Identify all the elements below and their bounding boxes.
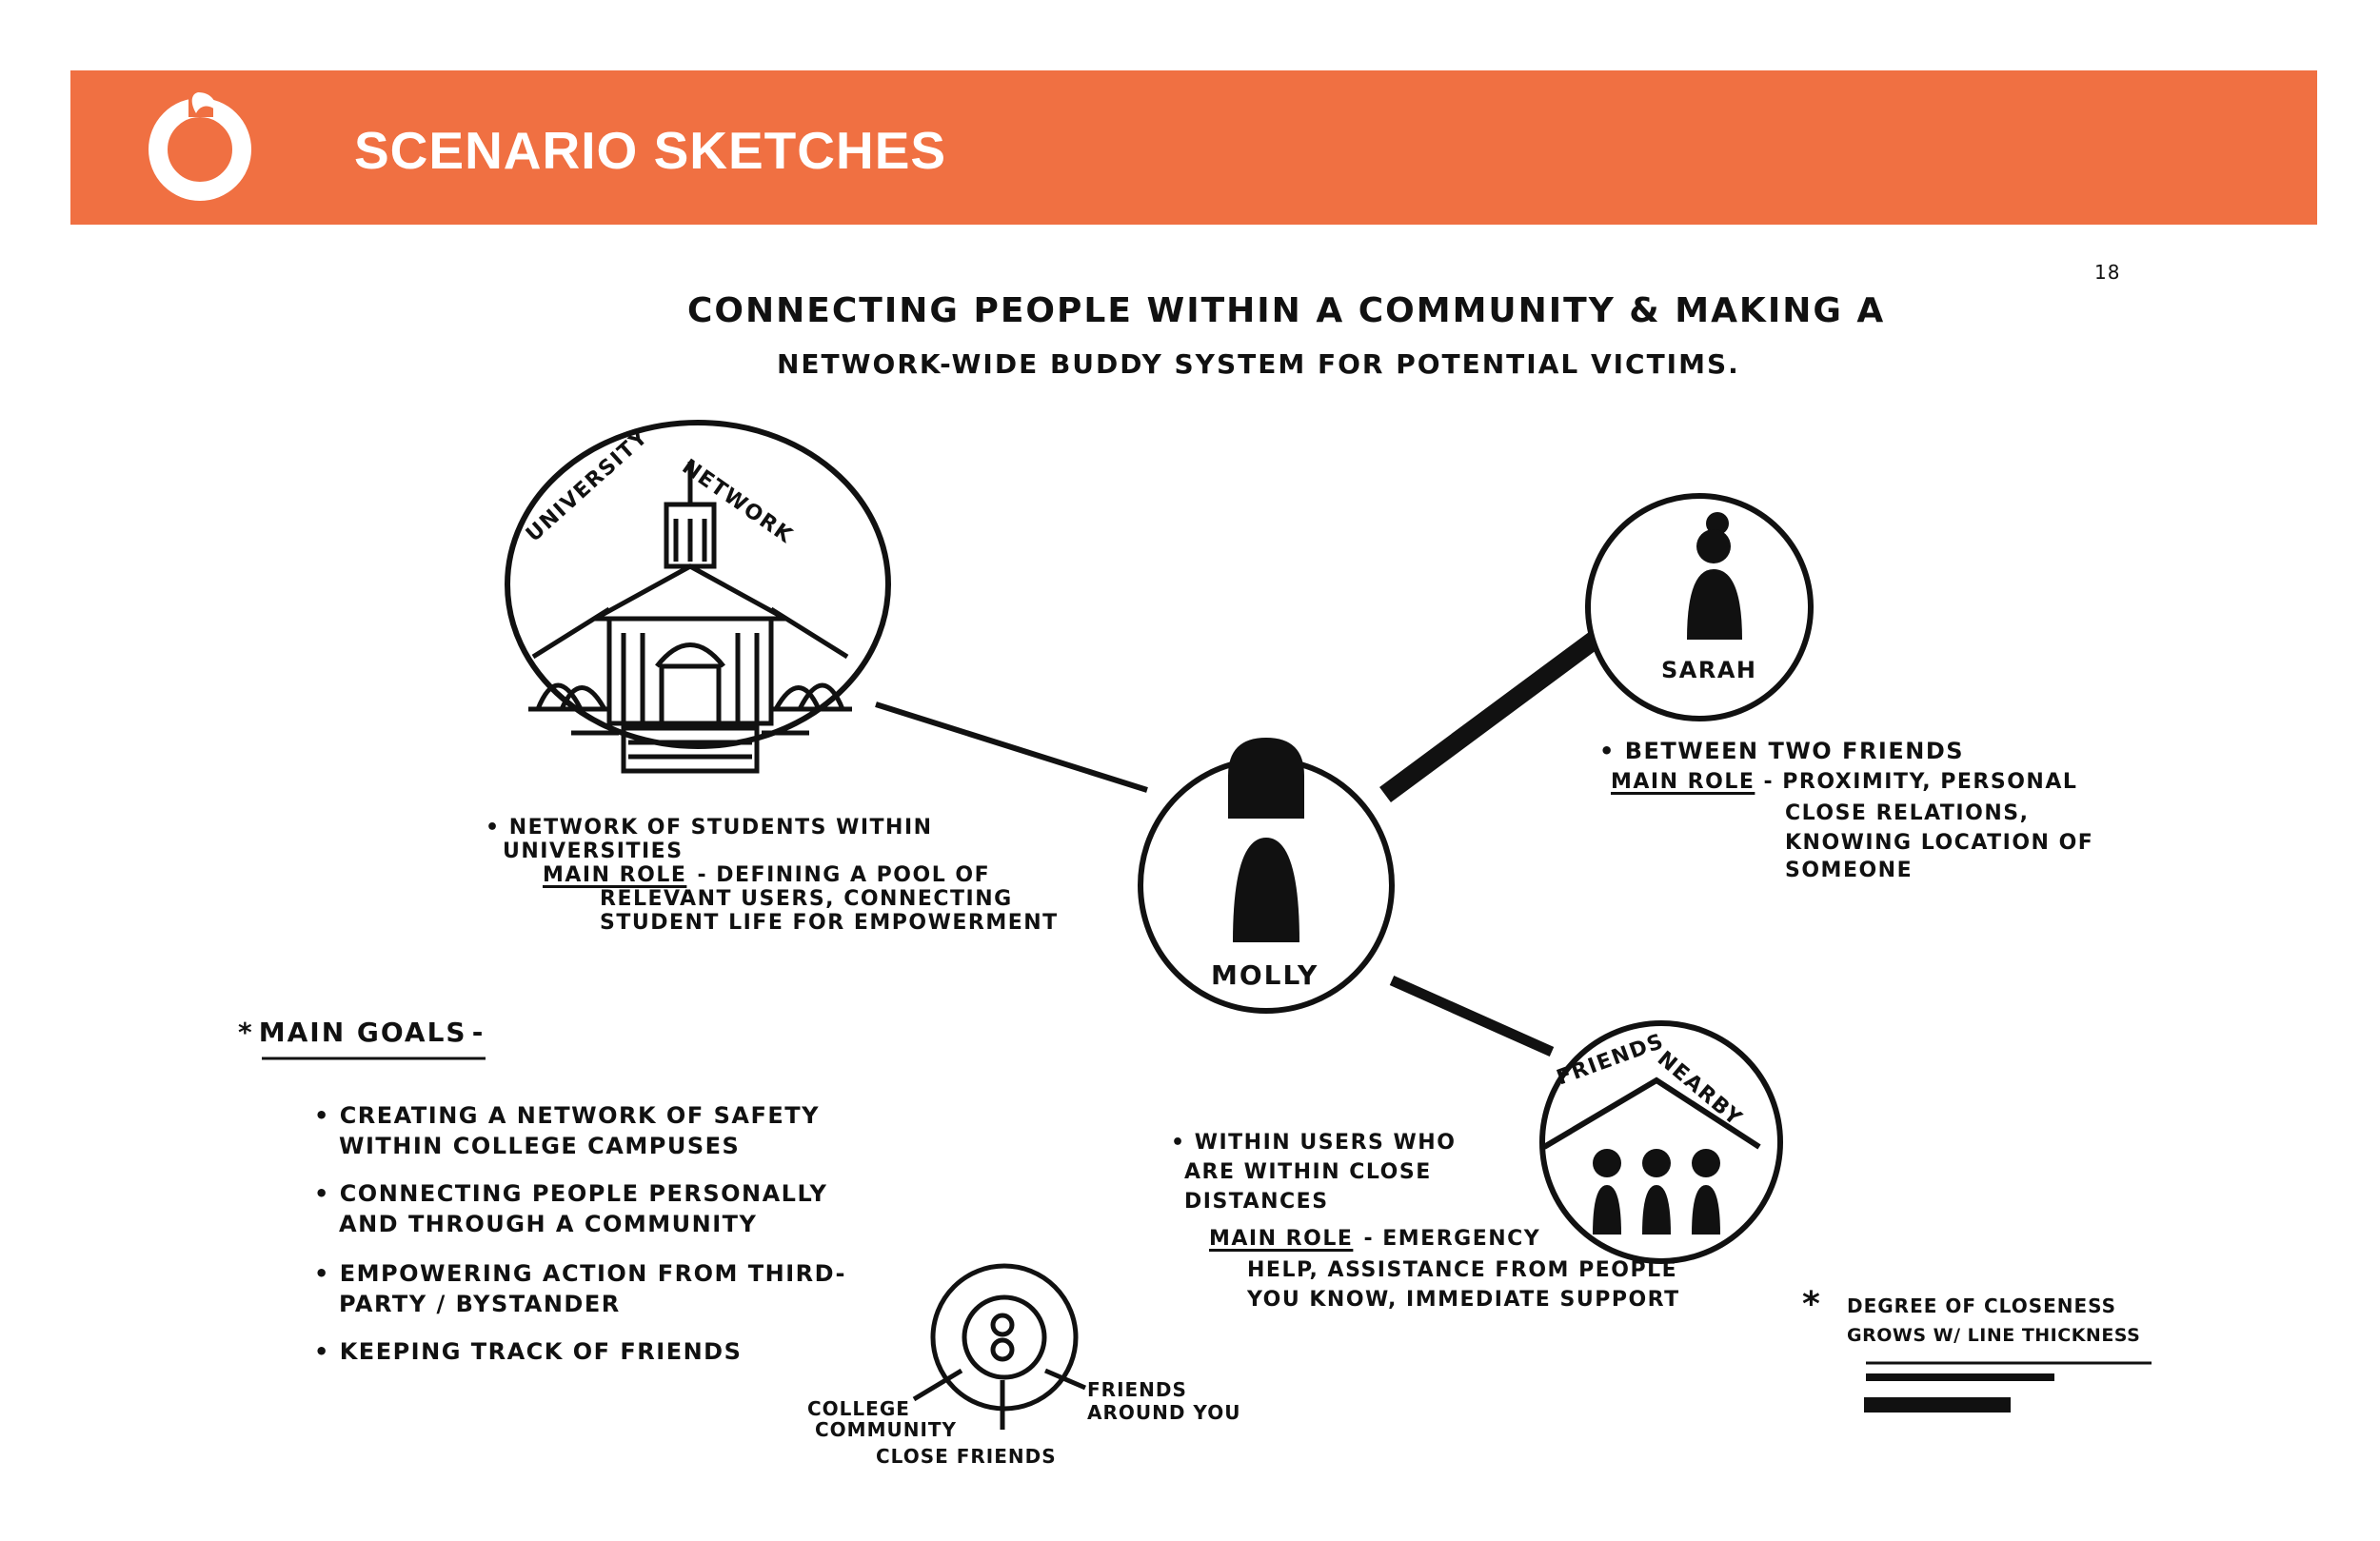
friends-bullet: • WITHIN USERS WHO xyxy=(1171,1131,1457,1155)
goal-item: • CONNECTING PEOPLE PERSONALLY AND THROUGH A COMMUNITY xyxy=(314,1180,828,1237)
close-friends-label: CLOSE FRIENDS xyxy=(876,1445,1057,1468)
university-bullet: • NETWORK OF STUDENTS WITHIN xyxy=(486,816,933,840)
molly-label: MOLLY xyxy=(1211,959,1319,991)
friends-around-label2: AROUND YOU xyxy=(1087,1401,1241,1424)
university-arc-label: UNIVERSITY xyxy=(522,425,654,547)
friends-role-text2: HELP, ASSISTANCE FROM PEOPLE xyxy=(1247,1258,1678,1282)
goal-item: • EMPOWERING ACTION FROM THIRD- PARTY / BYSTANDER xyxy=(314,1260,846,1317)
sarah-role-text4: SOMEONE xyxy=(1785,859,1914,882)
link-molly-friends xyxy=(1392,980,1552,1052)
sarah-role-label: MAIN ROLE xyxy=(1611,770,1755,794)
headline-line2: NETWORK-WIDE BUDDY SYSTEM FOR POTENTIAL VICTIMS. xyxy=(777,348,1740,380)
sarah-role-text1: - PROXIMITY, PERSONAL xyxy=(1763,770,2078,794)
university-role-text3: STUDENT LIFE FOR EMPOWERMENT xyxy=(600,911,1059,935)
friends-arc-label: FRIENDS xyxy=(1554,1029,1668,1091)
nearby-arc-label: NEARBY xyxy=(1652,1047,1747,1132)
college-label: COLLEGE xyxy=(807,1397,910,1420)
closeness-rings-icon xyxy=(914,1266,1085,1430)
university-line2: UNIVERSITIES xyxy=(503,840,684,863)
page-title: SCENARIO SKETCHES xyxy=(354,121,947,180)
closeness-star: * xyxy=(1802,1285,1822,1324)
headline-line1: CONNECTING PEOPLE WITHIN A COMMUNITY & MAKING A xyxy=(687,291,1886,330)
goal-item: • KEEPING TRACK OF FRIENDS xyxy=(314,1338,743,1365)
university-role-label: MAIN ROLE xyxy=(543,863,687,887)
university-role-text1: - DEFINING A POOL OF xyxy=(697,863,991,887)
goals-star: * xyxy=(238,1017,254,1048)
sarah-label: SARAH xyxy=(1661,657,1757,683)
line-thickness-legend xyxy=(1864,1363,2152,1405)
sarah-role-text2: CLOSE RELATIONS, xyxy=(1785,801,2030,825)
link-molly-sarah xyxy=(1385,640,1595,795)
university-role-text2: RELEVANT USERS, CONNECTING xyxy=(600,887,1013,911)
sarah-bullet: • BETWEEN TWO FRIENDS xyxy=(1599,738,1965,764)
community-label: COMMUNITY xyxy=(815,1418,958,1441)
friends-role-label: MAIN ROLE xyxy=(1209,1227,1354,1251)
friends-line2: ARE WITHIN CLOSE xyxy=(1184,1160,1432,1184)
friends-description xyxy=(1171,1131,1680,1312)
university-description xyxy=(486,816,1059,935)
main-goals-heading xyxy=(238,1017,485,1048)
friends-role-text1: - EMERGENCY xyxy=(1363,1227,1541,1251)
goal-item: • CREATING A NETWORK OF SAFETY WITHIN COLLEGE CAMPUSES xyxy=(314,1102,820,1159)
goals-dash: - xyxy=(471,1017,486,1048)
goals-title: MAIN GOALS xyxy=(258,1017,467,1048)
page-number: 18 xyxy=(2094,261,2121,284)
sarah-description xyxy=(1599,738,2094,882)
friends-line3: DISTANCES xyxy=(1184,1190,1329,1214)
closeness-line1: DEGREE OF CLOSENESS xyxy=(1847,1294,2117,1317)
link-university-molly xyxy=(876,704,1147,790)
closeness-line2: GROWS W/ LINE THICKNESS xyxy=(1847,1325,2141,1346)
main-goals-list xyxy=(314,1102,846,1365)
friends-around-label1: FRIENDS xyxy=(1087,1378,1187,1401)
sarah-role-text3: KNOWING LOCATION OF xyxy=(1785,831,2094,855)
friends-role-text3: YOU KNOW, IMMEDIATE SUPPORT xyxy=(1247,1288,1680,1312)
network-arc-label: NETWORK xyxy=(677,455,798,549)
